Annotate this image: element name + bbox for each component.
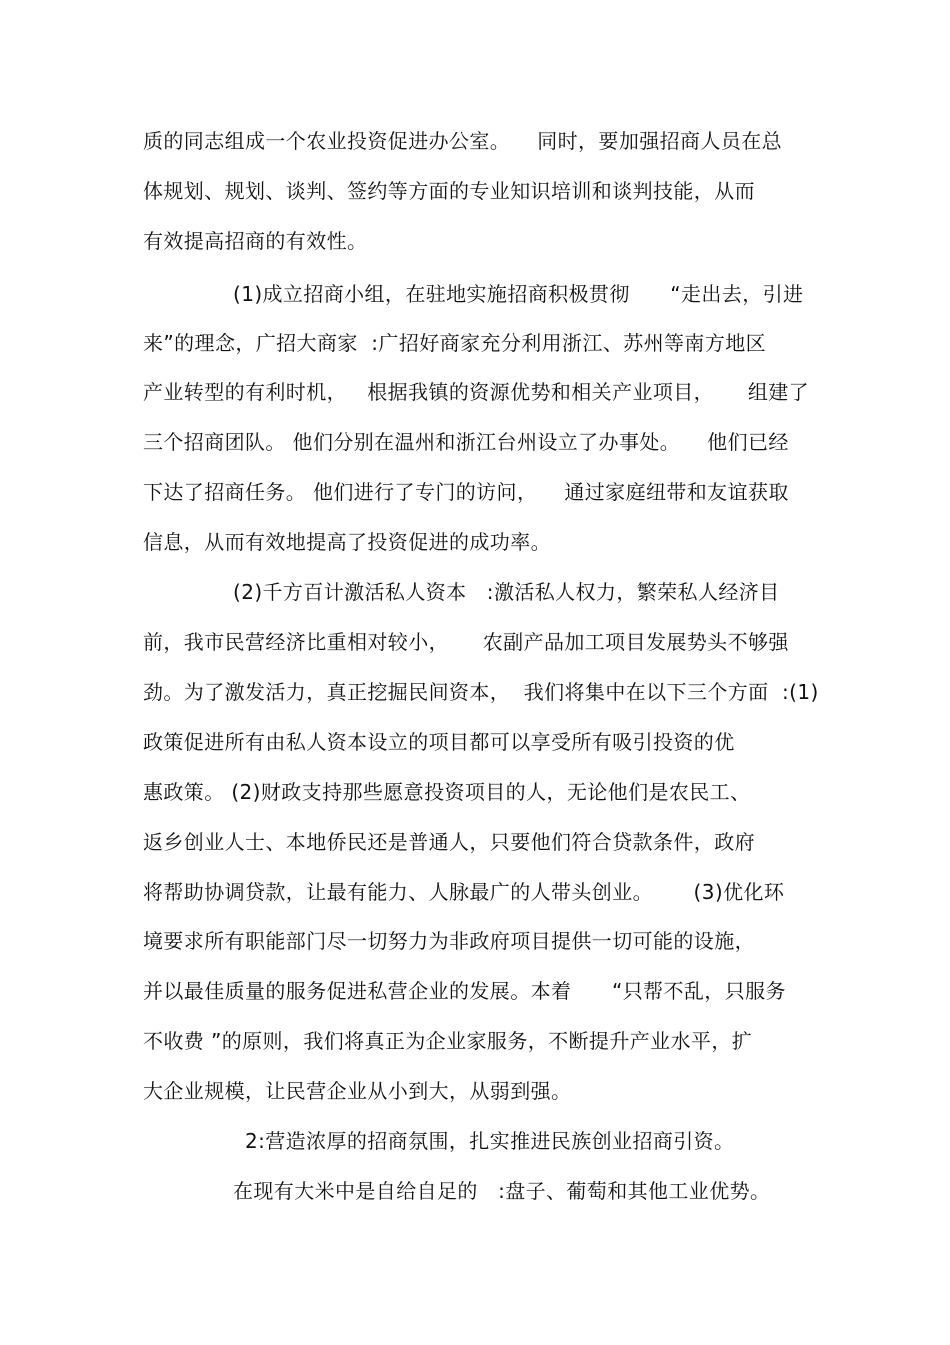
text-line-1: 质的同志组成一个农业投资促进办公室。 同时，要加强招商人员在总 — [143, 129, 783, 153]
text-line-22: 在现有大米中是自给自足的 :盘子、葡萄和其他工业优势。 — [233, 1179, 771, 1203]
text-line-9: 信息，从而有效地提高了投资促进的成功率。 — [143, 530, 551, 554]
text-line-18: 并以最佳质量的服务促进私营企业的发展。本着 “只帮不乱，只服务 — [143, 979, 786, 1003]
text-line-2: 体规划、规划、谈判、签约等方面的专业知识培训和谈判技能，从而 — [143, 179, 755, 203]
text-line-19: 不收费 ”的原则，我们将真正为企业家服务，不断提升产业水平，扩 — [143, 1029, 753, 1053]
text-line-11: 前，我市民营经济比重相对较小， 农副产品加工项目发展势头不够强 — [143, 630, 789, 654]
text-line-13: 政策促进所有由私人资本设立的项目都可以享受所有吸引投资的优 — [143, 730, 735, 754]
text-line-5: 来”的理念，广招大商家 :广招好商家充分利用浙江、苏州等南方地区 — [143, 331, 767, 355]
text-line-4: (1)成立招商小组，在驻地实施招商积极贯彻 “走出去，引进 — [233, 282, 804, 306]
text-line-3: 有效提高招商的有效性。 — [143, 229, 368, 253]
text-line-10: (2)千方百计激活私人资本 :激活私人权力，繁荣私人经济目 — [233, 580, 780, 604]
text-line-17: 境要求所有职能部门尽一切努力为非政府项目提供一切可能的设施， — [143, 929, 755, 953]
text-line-16: 将帮助协调贷款，让最有能力、人脉最广的人带头创业。 (3)优化环 — [143, 880, 785, 904]
text-line-15: 返乡创业人士、本地侨民还是普通人，只要他们符合贷款条件，政府 — [143, 830, 755, 854]
text-line-7: 三个招商团队。 他们分别在温州和浙江台州设立了办事处。 他们已经 — [143, 430, 789, 454]
text-line-14: 惠政策。 (2)财政支持那些愿意投资项目的人，无论他们是农民工、 — [143, 780, 751, 804]
text-line-20: 大企业规模，让民营企业从小到大，从弱到强。 — [143, 1079, 572, 1103]
text-line-12: 劲。为了激发活力，真正挖掘民间资本， 我们将集中在以下三个方面 :(1) — [143, 680, 819, 704]
text-line-21: 2:营造浓厚的招商氛围，扎实推进民族创业招商引资。 — [245, 1129, 735, 1153]
text-line-8: 下达了招商任务。 他们进行了专门的访问， 通过家庭纽带和友谊获取 — [143, 480, 789, 504]
text-line-6: 产业转型的有利时机， 根据我镇的资源优势和相关产业项目， 组建了 — [143, 380, 810, 404]
